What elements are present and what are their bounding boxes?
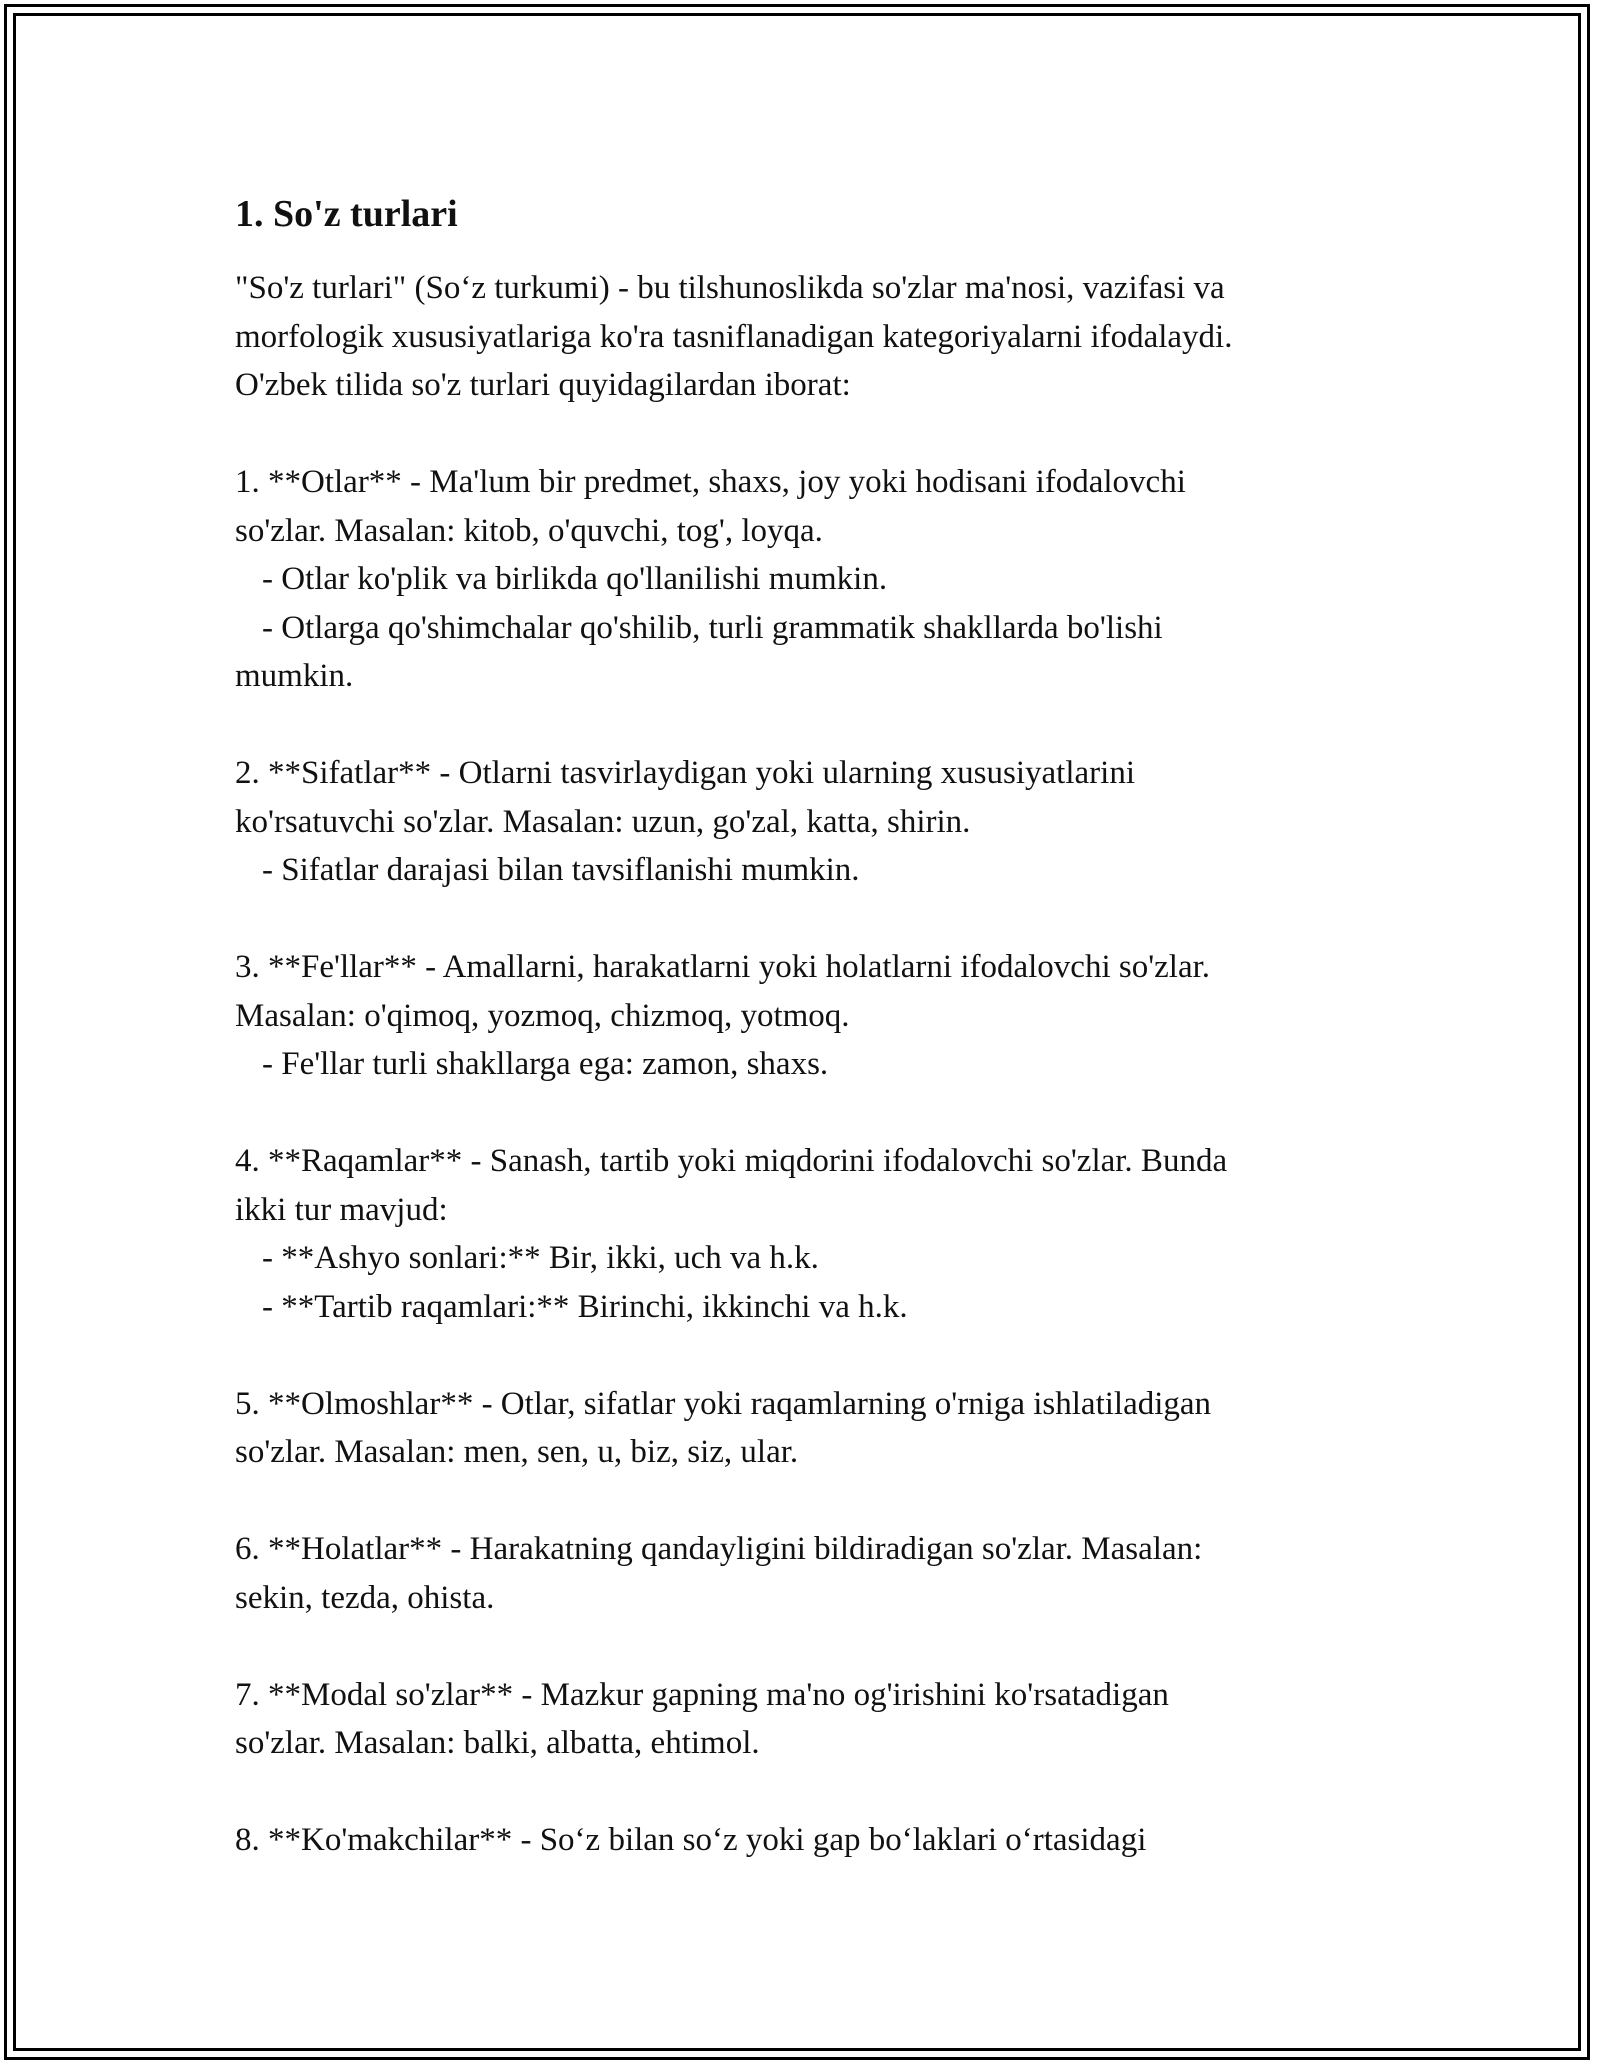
section-line: mumkin. — [235, 658, 354, 694]
spacer — [235, 701, 1365, 750]
section-bullet: - Sifatlar darajasi bilan tavsiflanishi mumkin. — [262, 852, 860, 888]
spacer — [235, 1768, 1365, 1817]
section-line: Masalan: o'qimoq, yozmoq, chizmoq, yotmoq. — [235, 997, 850, 1034]
section-line: 7. **Modal so'zlar** - Mazkur gapning ma'no og'irishini ko'rsatadigan — [235, 1676, 1169, 1713]
intro-line: "So'z turlari" (So‘z turkumi) - bu tilshunoslikda so'zlar ma'nosi, vazifasi va — [235, 270, 1225, 306]
page-title: 1. So'z turlari — [235, 193, 458, 235]
section-line: 2. **Sifatlar** - Otlarni tasvirlaydigan yoki ularning xususiyatlarini — [235, 755, 1135, 791]
document-body — [235, 186, 1365, 1865]
section-line: ikki tur mavjud: — [235, 1191, 448, 1228]
spacer — [235, 1089, 1365, 1138]
section-bullet: - **Tartib raqamlari:** Birinchi, ikkinchi va h.k. — [262, 1288, 908, 1325]
section-line: 5. **Olmoshlar** - Otlar, sifatlar yoki raqamlarning o'rniga ishlatiladigan — [235, 1385, 1212, 1422]
section-fellar — [235, 943, 1365, 1089]
intro-line: morfologik xususiyatlariga ko'ra tasniflanadigan kategoriyalarni ifodalaydi. — [235, 318, 1233, 355]
section-holatlar — [235, 1525, 1365, 1622]
section-line: so'zlar. Masalan: kitob, o'quvchi, tog', loyqa. — [235, 512, 823, 549]
intro-line: O'zbek tilida so'z turlari quyidagilardan iborat: — [235, 367, 851, 403]
section-modal-sozlar — [235, 1671, 1365, 1768]
section-line: sekin, tezda, ohista. — [235, 1579, 495, 1616]
spacer — [235, 1622, 1365, 1671]
section-sifatlar — [235, 749, 1365, 895]
section-raqamlar — [235, 1137, 1365, 1331]
spacer — [235, 895, 1365, 944]
section-line: 6. **Holatlar** - Harakatning qandayligini bildiradigan so'zlar. Masalan: — [235, 1531, 1203, 1567]
section-olmoshlar — [235, 1380, 1365, 1477]
section-bullet: - **Ashyo sonlari:** Bir, ikki, uch va h.k. — [262, 1240, 819, 1276]
section-line: so'zlar. Masalan: men, sen, u, biz, siz, ular. — [235, 1434, 799, 1470]
section-bullet: - Fe'llar turli shakllarga ega: zamon, shaxs. — [262, 1046, 829, 1082]
section-komakchilar — [235, 1816, 1365, 1865]
section-line: 1. **Otlar** - Ma'lum bir predmet, shaxs, joy yoki hodisani ifodalovchi — [235, 464, 1186, 500]
section-line: ko'rsatuvchi so'zlar. Masalan: uzun, go'zal, katta, shirin. — [235, 803, 971, 840]
section-line: so'zlar. Masalan: balki, albatta, ehtimol. — [235, 1725, 760, 1761]
spacer — [235, 1331, 1365, 1380]
section-otlar — [235, 458, 1365, 701]
section-line: 8. **Ko'makchilar** - So‘z bilan so‘z yoki gap bo‘laklari o‘rtasidagi — [235, 1822, 1147, 1858]
section-line: 3. **Fe'llar** - Amallarni, harakatlarni yoki holatlarni ifodalovchi so'zlar. — [235, 949, 1211, 985]
section-line: 4. **Raqamlar** - Sanash, tartib yoki miqdorini ifodalovchi so'zlar. Bunda — [235, 1143, 1228, 1179]
intro-paragraph — [235, 264, 1365, 410]
spacer — [235, 1477, 1365, 1526]
section-bullet: - Otlar ko'plik va birlikda qo'llanilishi mumkin. — [262, 561, 888, 597]
spacer — [235, 410, 1365, 459]
section-bullet: - Otlarga qo'shimchalar qo'shilib, turli grammatik shakllarda bo'lishi — [262, 609, 1163, 646]
